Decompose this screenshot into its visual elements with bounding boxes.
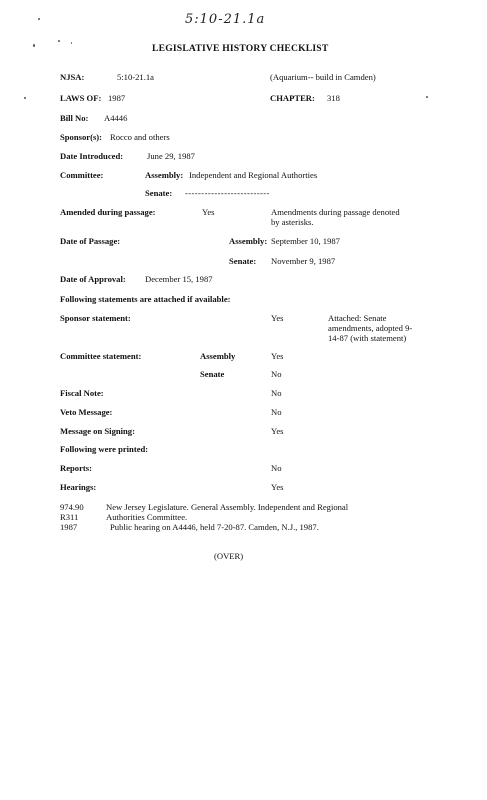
- citation-code-3: 1987: [60, 522, 78, 532]
- handwritten-reference: 5:10-21.1a: [185, 12, 266, 27]
- amended-note-line2: by asterisks.: [271, 217, 314, 227]
- committee-statement-assembly-label: Assembly: [200, 351, 236, 361]
- date-of-approval-value: December 15, 1987: [145, 274, 213, 284]
- laws-of-value: 1987: [108, 93, 126, 103]
- scan-speck: [71, 42, 72, 44]
- sponsor-statement-value: Yes: [271, 313, 284, 323]
- page-title: LEGISLATIVE HISTORY CHECKLIST: [152, 43, 329, 54]
- citation-code-1: 974.90: [60, 502, 84, 512]
- citation-line-2: Authorities Committee.: [106, 512, 188, 522]
- committee-senate-value: --------------------------: [185, 188, 270, 198]
- committee-label: Committee:: [60, 170, 104, 180]
- reports-label: Reports:: [60, 463, 92, 473]
- sponsor-statement-note-line3: 14-87 (with statement): [328, 333, 407, 343]
- amended-note-line1: Amendments during passage denoted: [271, 207, 400, 217]
- fiscal-note-label: Fiscal Note:: [60, 388, 104, 398]
- printed-heading: Following were printed:: [60, 444, 149, 454]
- committee-statement-senate-label: Senate: [200, 369, 225, 379]
- hearings-label: Hearings:: [60, 482, 97, 492]
- date-of-passage-label: Date of Passage:: [60, 236, 121, 246]
- amended-label: Amended during passage:: [60, 207, 156, 217]
- bill-no-value: A4446: [104, 113, 128, 123]
- committee-statement-label: Committee statement:: [60, 351, 142, 361]
- njsa-value: 5:10-21.1a: [117, 72, 154, 82]
- committee-statement-assembly-value: Yes: [271, 351, 284, 361]
- sponsor-statement-note-line2: amendments, adopted 9-: [328, 323, 413, 333]
- passage-assembly-label: Assembly:: [229, 236, 268, 246]
- njsa-note: (Aquarium-- build in Camden): [270, 72, 376, 82]
- scan-speck: [58, 40, 60, 42]
- passage-senate-value: November 9, 1987: [271, 256, 336, 266]
- sponsors-label: Sponsor(s):: [60, 132, 103, 142]
- date-introduced-label: Date Introduced:: [60, 151, 124, 161]
- njsa-label: NJSA:: [60, 72, 85, 82]
- bill-no-label: Bill No:: [60, 113, 89, 123]
- fiscal-note-value: No: [271, 388, 282, 398]
- sponsor-statement-note-line1: Attached: Senate: [328, 313, 387, 323]
- citation-line-1: New Jersey Legislature. General Assembly. Independent and Regional: [106, 502, 349, 512]
- laws-of-label: LAWS OF:: [60, 93, 102, 103]
- date-of-approval-label: Date of Approval:: [60, 274, 126, 284]
- chapter-value: 318: [327, 93, 340, 103]
- scan-speck: [426, 96, 428, 98]
- citation-line-3: Public hearing on A4446, held 7-20-87. Camden, N.J., 1987.: [110, 522, 319, 532]
- committee-assembly-value: Independent and Regional Authorties: [189, 170, 318, 180]
- committee-assembly-label: Assembly:: [145, 170, 184, 180]
- passage-senate-label: Senate:: [229, 256, 257, 266]
- scan-speck: [38, 18, 40, 20]
- passage-assembly-value: September 10, 1987: [271, 236, 340, 246]
- reports-value: No: [271, 463, 282, 473]
- message-on-signing-label: Message on Signing:: [60, 426, 135, 436]
- veto-message-value: No: [271, 407, 282, 417]
- chapter-label: CHAPTER:: [270, 93, 315, 103]
- hearings-value: Yes: [271, 482, 284, 492]
- committee-statement-senate-value: No: [271, 369, 282, 379]
- attached-heading: Following statements are attached if available:: [60, 294, 231, 304]
- scan-speck: [24, 97, 26, 99]
- date-introduced-value: June 29, 1987: [147, 151, 195, 161]
- citation-code-2: R311: [60, 512, 79, 522]
- committee-senate-label: Senate:: [145, 188, 173, 198]
- message-on-signing-value: Yes: [271, 426, 284, 436]
- amended-value: Yes: [202, 207, 215, 217]
- sponsors-value: Rocco and others: [110, 132, 170, 142]
- sponsor-statement-label: Sponsor statement:: [60, 313, 131, 323]
- veto-message-label: Veto Message:: [60, 407, 113, 417]
- scan-speck: [33, 44, 35, 47]
- over-note: (OVER): [214, 551, 244, 561]
